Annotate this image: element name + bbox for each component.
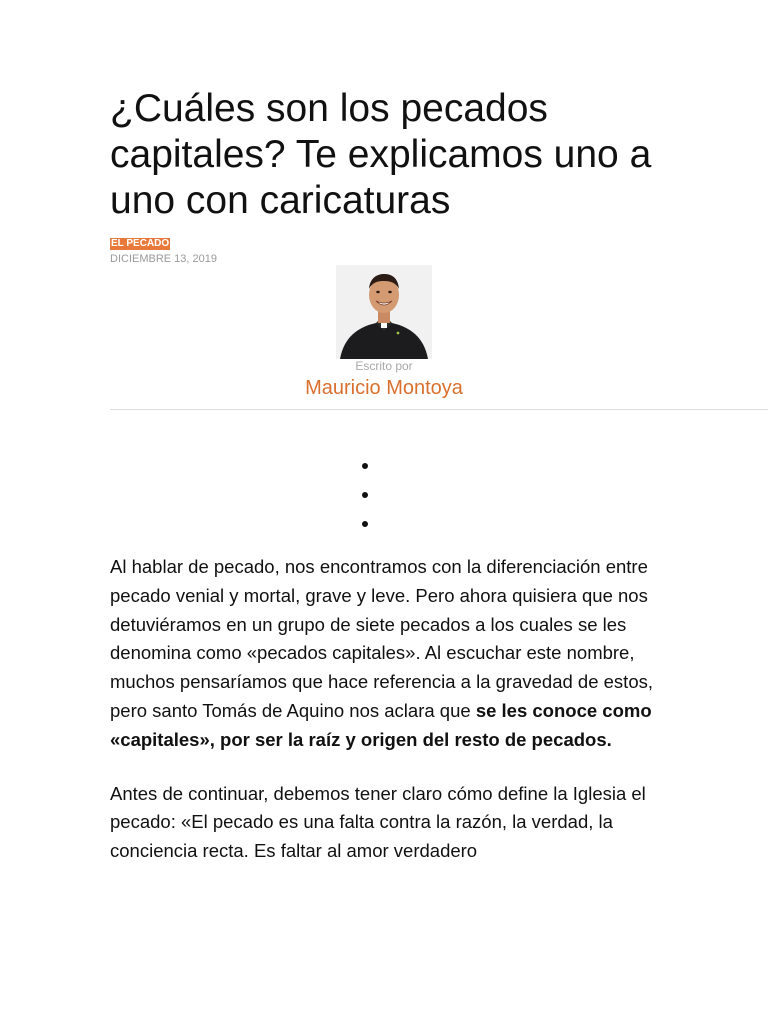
paragraph-text: Al hablar de pecado, nos encontramos con la diferenciación entre pecado venial y mortal, grave y leve. Pero ahora quisiera que nos detuviéramos en un grupo de siete pecados a los cuales se les denomina como «pecados capitales». Al escuchar este nombre, muchos pensaríamos que hace referencia a la gravedad de estos, pero santo Tomás de Aquino nos aclara que (110, 556, 653, 721)
author-name-link[interactable]: Mauricio Montoya (305, 377, 463, 399)
article-body (110, 553, 670, 891)
share-link-item[interactable] (362, 458, 370, 487)
share-link-item[interactable] (362, 487, 370, 516)
written-by-label: Escrito por (355, 359, 413, 373)
body-paragraph (110, 553, 670, 755)
bullet-icon (362, 521, 368, 527)
author-photo-icon (336, 265, 432, 359)
section-divider (110, 409, 768, 410)
article-title: ¿Cuáles son los pecados capitales? Te explicamos uno a uno con caricaturas (110, 87, 652, 222)
author-avatar (336, 265, 432, 359)
bullet-icon (362, 463, 368, 469)
share-links-list (362, 458, 370, 545)
publish-date: DICIEMBRE 13, 2019 (110, 253, 217, 265)
bullet-icon (362, 492, 368, 498)
body-paragraph: Antes de continuar, debemos tener claro cómo define la Iglesia el pecado: «El pecado es una falta contra la razón, la verdad, la conciencia recta. Es faltar al amor verdadero (110, 782, 646, 862)
share-link-item[interactable] (362, 516, 370, 545)
paragraph-bold-text: se les conoce como «capitales», por ser la raíz y origen del resto de pecados. (110, 699, 652, 750)
category-tag[interactable]: EL PECADO (111, 238, 170, 249)
